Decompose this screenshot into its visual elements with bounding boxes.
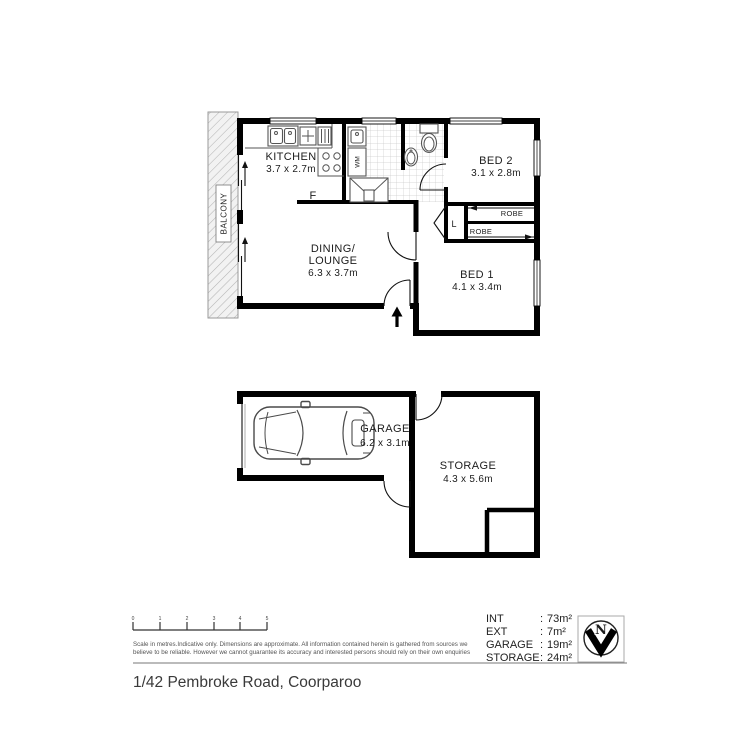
area-sep: : [540, 652, 544, 664]
area-sep: : [540, 613, 544, 625]
robe-top-label: ROBE [500, 209, 524, 218]
compass-north-label: N [595, 623, 607, 638]
garage-name: GARAGE [360, 423, 410, 435]
slide-arrow-icon [525, 234, 533, 239]
scale-tick: 2 [185, 616, 189, 622]
scale-tick: 0 [131, 616, 135, 622]
storage-name: STORAGE [439, 460, 497, 472]
bed2-dims: 3.1 x 2.8m [471, 168, 521, 179]
scale-bar-ticks [132, 616, 269, 622]
linen-label: L [451, 219, 457, 229]
toilet-icon [420, 124, 438, 153]
disclaimer-line-1: Scale in metres.Indicative only. Dimensions are approximate. All information contained herein is gathered from sources we [133, 641, 468, 648]
garage-ped-door-arc [384, 481, 410, 507]
washing-machine-icon [348, 148, 366, 176]
wm-label: WM [354, 156, 362, 168]
cooktop-icon [323, 153, 340, 171]
scale-tick: 1 [158, 616, 162, 622]
area-label: GARAGE [486, 639, 534, 651]
dining-name-2: LOUNGE [308, 255, 358, 267]
area-label: EXT [486, 626, 508, 638]
robe-bottom-label: ROBE [469, 227, 493, 236]
storage-door-arc [416, 394, 442, 420]
sliding-door [239, 155, 249, 296]
area-value: 7m² [547, 626, 566, 638]
dining-dims: 6.3 x 3.7m [308, 268, 358, 279]
slide-arrow-icon [242, 237, 248, 244]
slide-arrow-icon [469, 205, 477, 210]
area-sep: : [540, 626, 544, 638]
footer [132, 613, 627, 691]
compass-icon [578, 616, 624, 662]
scale-tick: 4 [238, 616, 242, 622]
drainer-icon [318, 127, 331, 145]
disclaimer-line-2: believe to be reliable. However we cannot guarantee its accuracy and interested persons should rely on their own enquiries [133, 649, 471, 656]
scale-tick: 3 [212, 616, 216, 622]
car-icon [254, 402, 374, 465]
entry-door-arc [384, 280, 410, 306]
dining-name-1: DINING/ [310, 243, 356, 255]
window [270, 118, 316, 124]
laundry-tub-icon [348, 127, 366, 146]
area-label: STORAGE [486, 652, 540, 664]
area-value: 73m² [547, 613, 573, 625]
bed1-name: BED 1 [460, 269, 494, 281]
slide-arrow-icon [242, 161, 248, 168]
window [362, 118, 396, 124]
sink-icon [268, 126, 298, 146]
entry-arrow-icon [392, 307, 403, 328]
window [450, 118, 502, 124]
lower-floor-plan [237, 391, 540, 558]
window [534, 260, 540, 306]
area-value: 19m² [547, 639, 573, 651]
bed1-door-arc [388, 232, 416, 260]
bed2-name: BED 2 [479, 155, 513, 167]
garage-dims: 6.2 x 3.1m [360, 438, 410, 449]
scale-bar [133, 622, 267, 630]
window [534, 140, 540, 176]
area-value: 24m² [547, 652, 573, 664]
garage-door [242, 404, 245, 468]
scale-tick: 5 [265, 616, 269, 622]
storage-notch-walls [487, 510, 537, 555]
basin-icon [405, 148, 418, 166]
shower-icon [350, 178, 388, 202]
upper-floor-plan [208, 112, 540, 336]
kitchen-name: KITCHEN [265, 151, 317, 163]
balcony-label: BALCONY [219, 192, 229, 235]
balcony [208, 112, 238, 318]
dishwasher-icon [300, 127, 316, 145]
area-label: INT [486, 613, 504, 625]
storage-dims: 4.3 x 5.6m [443, 474, 493, 485]
area-table [486, 613, 572, 664]
bed1-dims: 4.1 x 3.4m [452, 282, 502, 293]
kitchen-dims: 3.7 x 2.7m [266, 164, 316, 175]
area-sep: : [540, 639, 544, 651]
fridge-label: F [309, 190, 317, 202]
address: 1/42 Pembroke Road, Coorparoo [133, 674, 362, 691]
